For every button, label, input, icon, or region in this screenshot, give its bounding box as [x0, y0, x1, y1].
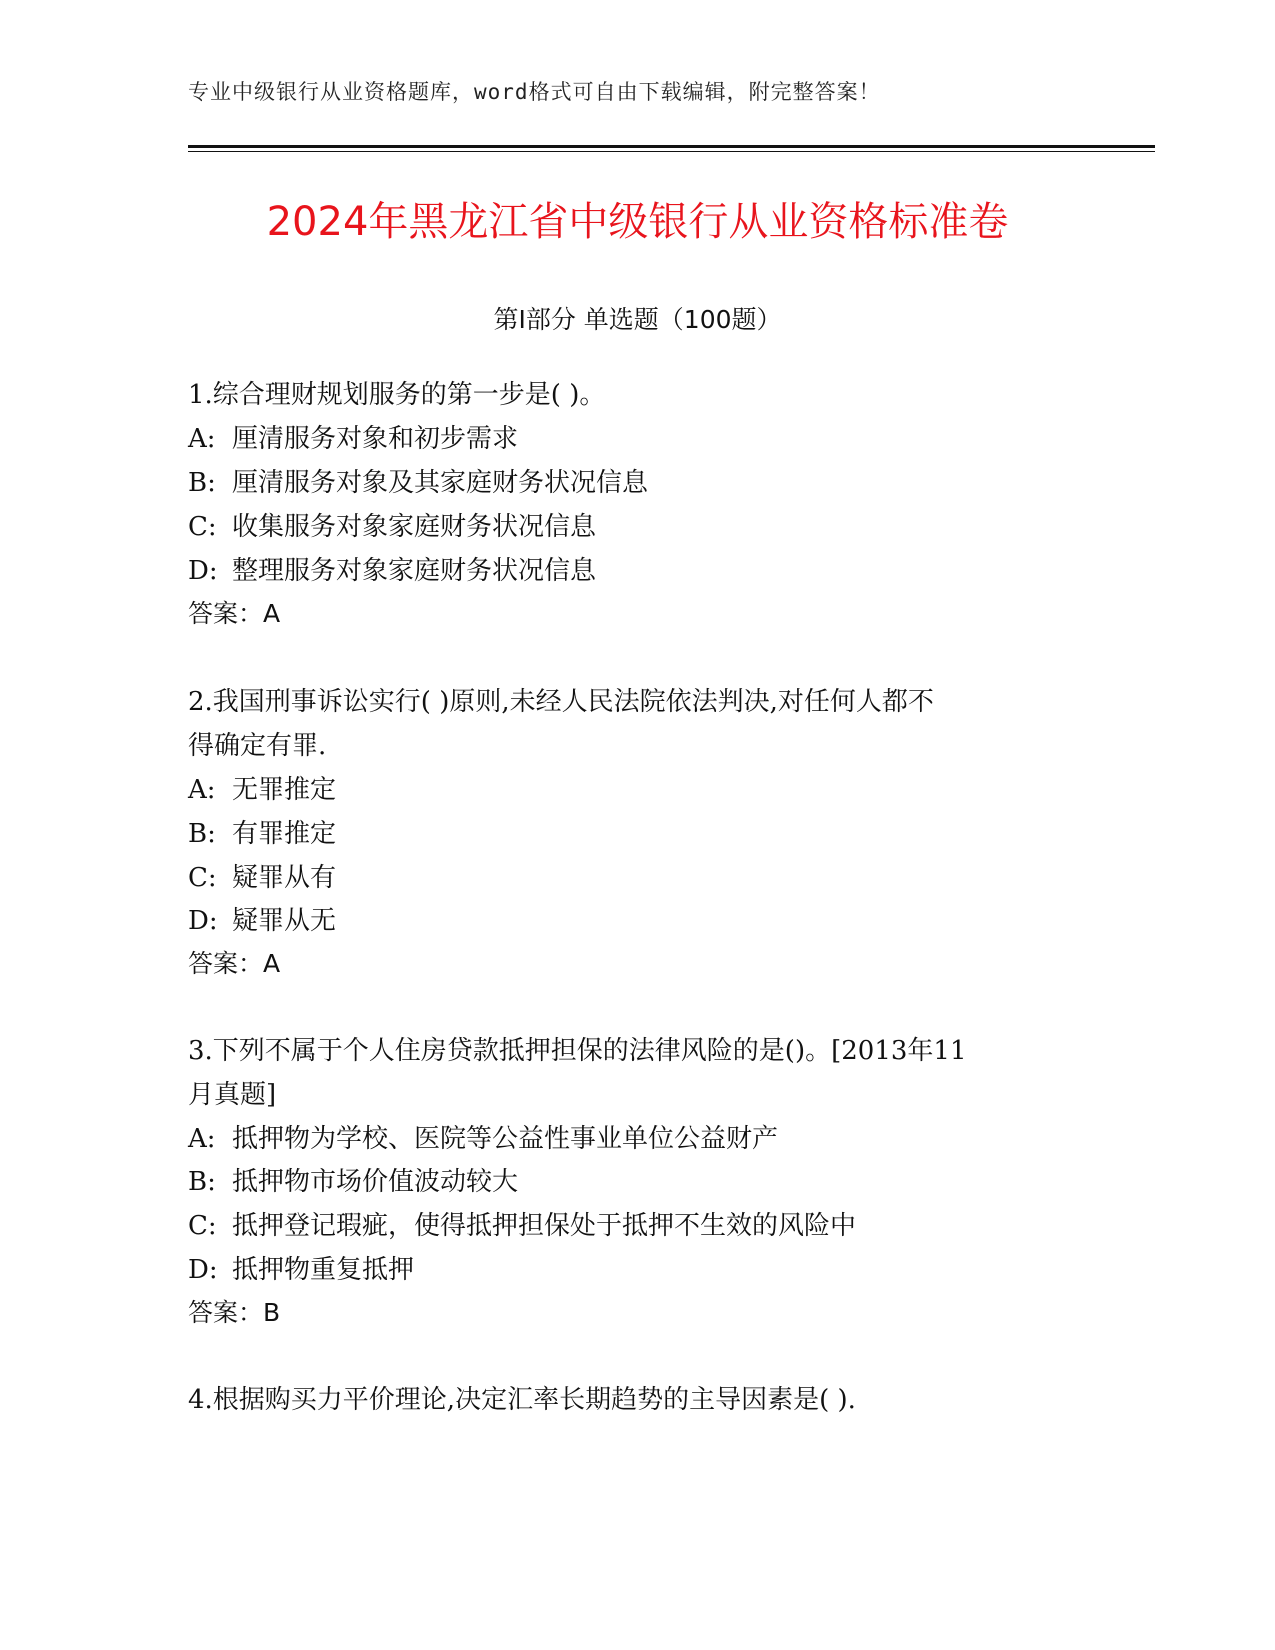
question-3-answer: 答案：B — [188, 1298, 281, 1327]
option-text: 抵押物重复抵押 — [232, 1255, 415, 1285]
option-label: D: — [188, 1255, 218, 1285]
option-label: B: — [188, 1167, 216, 1197]
option-text: 疑罪从无 — [232, 906, 337, 936]
question-1-option-a — [188, 421, 518, 457]
question-1-answer: 答案：A — [188, 599, 281, 628]
question-1-option-b — [188, 465, 648, 501]
option-label: A: — [188, 775, 216, 805]
option-label: B: — [188, 468, 216, 498]
question-1-option-d — [188, 553, 596, 589]
option-label: A: — [188, 1124, 216, 1154]
option-text: 疑罪从有 — [232, 863, 337, 893]
option-label: C: — [188, 1211, 217, 1241]
option-text: 厘清服务对象及其家庭财务状况信息 — [232, 468, 649, 498]
option-text: 抵押登记瑕疵，使得抵押担保处于抵押不生效的风险中 — [232, 1211, 857, 1241]
question-1-stem-line-1: 1.综合理财规划服务的第一步是( )。 — [188, 380, 606, 410]
option-label: D: — [188, 906, 218, 936]
option-label: D: — [188, 556, 218, 586]
header-rule-thick — [188, 145, 1155, 148]
option-label: B: — [188, 819, 216, 849]
question-3-option-b — [188, 1164, 518, 1200]
option-text: 无罪推定 — [232, 775, 337, 805]
option-text: 有罪推定 — [232, 819, 337, 849]
question-1-option-c — [188, 509, 596, 545]
option-text: 整理服务对象家庭财务状况信息 — [232, 556, 597, 586]
question-2-option-a — [188, 772, 336, 808]
document-title: 2024年黑龙江省中级银行从业资格标准卷 — [266, 199, 1009, 245]
question-2-answer: 答案：A — [188, 949, 281, 978]
question-3-option-c — [188, 1208, 856, 1244]
question-3-stem-line-2: 月真题] — [188, 1080, 277, 1110]
header-note: 专业中级银行从业资格题库，word格式可自由下载编辑，附完整答案！ — [188, 80, 881, 104]
question-4-stem-line-1: 4.根据购买力平价理论,决定汇率长期趋势的主导因素是( ). — [188, 1385, 856, 1415]
option-text: 抵押物为学校、医院等公益性事业单位公益财产 — [232, 1124, 779, 1154]
question-2-stem-line-2: 得确定有罪. — [188, 731, 327, 761]
section-title: 第Ⅰ部分 单选题（100题） — [493, 305, 782, 334]
question-3-stem-line-1: 3.下列不属于个人住房贷款抵押担保的法律风险的是()。[2013年11 — [188, 1036, 967, 1066]
option-text: 抵押物市场价值波动较大 — [232, 1167, 519, 1197]
option-label: C: — [188, 512, 217, 542]
question-2-stem-line-1: 2.我国刑事诉讼实行( )原则,未经人民法院依法判决,对任何人都不 — [188, 687, 934, 717]
option-label: A: — [188, 424, 216, 454]
header-rule-thin — [188, 151, 1155, 152]
question-3-option-d — [188, 1252, 414, 1288]
option-text: 收集服务对象家庭财务状况信息 — [232, 512, 597, 542]
question-2-option-b — [188, 816, 336, 852]
question-3-option-a — [188, 1121, 778, 1157]
option-text: 厘清服务对象和初步需求 — [232, 424, 519, 454]
question-2-option-c — [188, 860, 336, 896]
option-label: C: — [188, 863, 217, 893]
question-2-option-d — [188, 903, 336, 939]
